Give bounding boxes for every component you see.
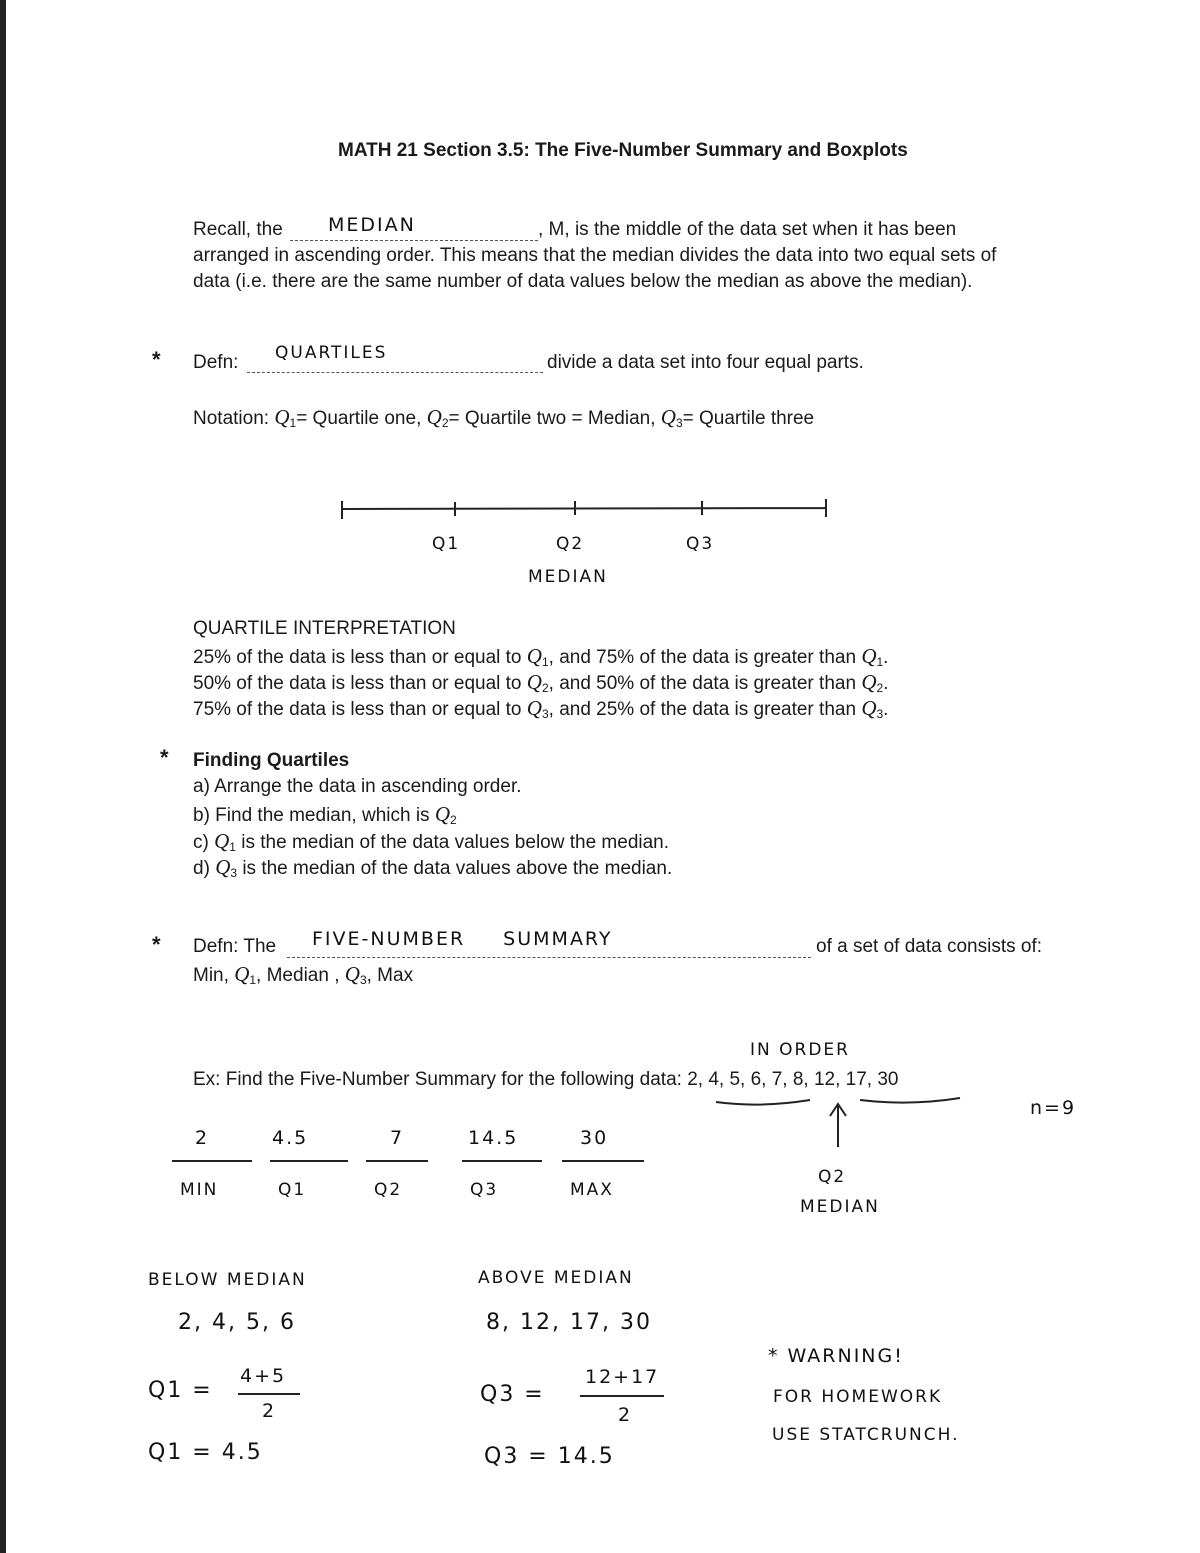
recall-line-3: data (i.e. there are the same number of data values below the median as above the median). [193, 271, 973, 292]
defn-quartiles-label: Defn: [193, 352, 239, 373]
summary-label: Q3 [470, 1180, 499, 1200]
interp-2-q: Q [526, 670, 542, 694]
q3-equation-lhs: Q3 = [480, 1382, 545, 1407]
q3-result: Q3 = 14.5 [484, 1444, 615, 1469]
summary-value: 7 [390, 1127, 405, 1149]
finding-b-text: b) Find the median, which is [193, 805, 430, 826]
defn-five-blank [287, 957, 811, 958]
star-mark-3: * [152, 932, 161, 957]
star-mark-1: * [152, 347, 161, 372]
interp-2-q2: Q [861, 670, 877, 694]
summary-underline [270, 1160, 348, 1162]
interp-2-b: , and 50% of the data is greater than [548, 673, 857, 694]
interpretation-heading: QUARTILE INTERPRETATION [193, 618, 456, 639]
interp-1-q2: Q [861, 644, 877, 668]
recall-suffix: , M, is the middle of the data set when it has been [538, 219, 957, 240]
above-median-values: 8, 12, 17, 30 [486, 1310, 652, 1335]
finding-c-post: is the median of the data values below the median. [241, 832, 670, 853]
defn-quartiles-fill: QUARTILES [275, 343, 388, 363]
sample-size-note: n=9 [1030, 1097, 1077, 1119]
notation-label: Notation: [193, 408, 270, 429]
summary-value: 4.5 [272, 1127, 309, 1149]
q1-numerator: 4+5 [240, 1365, 287, 1387]
interp-3-b: , and 25% of the data is greater than [548, 699, 857, 720]
summary-underline [366, 1160, 428, 1162]
defn-five-list [193, 962, 413, 987]
notation-q1-text: = Quartile one, [296, 408, 422, 429]
finding-step-c [193, 829, 669, 854]
q3-numerator: 12+17 [585, 1366, 660, 1388]
example-data: 2, 4, 5, 6, 7, 8, 12, 17, 30 [687, 1069, 899, 1090]
summary-value: 2 [195, 1127, 210, 1149]
summary-label: MIN [180, 1180, 219, 1200]
finding-c-q: Q [214, 829, 230, 853]
interpretation-line-2 [193, 670, 888, 695]
finding-b-q: Q [434, 802, 451, 826]
summary-value: 14.5 [468, 1127, 519, 1149]
interp-1-b: , and 75% of the data is greater than [548, 647, 857, 668]
five-list-min: Min, [193, 965, 229, 986]
interp-3-end: . [883, 699, 889, 720]
five-list-max: , Max [366, 965, 414, 986]
example-prompt [193, 1069, 898, 1091]
q3-fraction-bar [580, 1395, 664, 1397]
interp-3-q2: Q [861, 696, 877, 720]
star-mark-2: * [160, 745, 169, 770]
finding-d-sub: 3 [230, 866, 238, 880]
summary-underline [562, 1160, 644, 1162]
page-title: MATH 21 Section 3.5: The Five-Number Summary and Boxplots [338, 140, 908, 161]
quartile-number-line [330, 495, 850, 535]
number-line-median: MEDIAN [528, 567, 608, 587]
interp-3-s1: 3 [541, 707, 549, 721]
five-list-q1: Q [234, 962, 250, 986]
q1-result: Q1 = 4.5 [148, 1440, 263, 1465]
finding-d-post: is the median of the data values above the median. [242, 858, 673, 879]
recall-blank-fill: MEDIAN [328, 214, 416, 236]
interp-1-s2: 1 [876, 655, 884, 669]
summary-underline [172, 1160, 252, 1162]
interp-2-a: 50% of the data is less than or equal to [193, 673, 522, 694]
notation-q2-sub: 2 [441, 416, 449, 430]
finding-c-sub: 1 [229, 840, 236, 854]
number-line-q3: Q3 [686, 534, 715, 554]
five-list-median: , Median , [256, 965, 340, 986]
below-median-heading: BELOW MEDIAN [148, 1270, 307, 1290]
example-prompt-text: Ex: Find the Five-Number Summary for the following data: [193, 1069, 682, 1090]
defn-five-suffix: of a set of data consists of: [816, 936, 1043, 957]
notation-q3-sub: 3 [675, 416, 683, 430]
finding-step-d [193, 855, 672, 880]
notation-q2-symbol: Q [426, 405, 442, 429]
q1-denominator: 2 [262, 1400, 277, 1422]
notation-q1-sub: 1 [289, 416, 297, 430]
finding-d-pre: d) [193, 858, 210, 879]
five-list-q3: Q [344, 962, 360, 986]
interp-1-s1: 1 [541, 655, 549, 669]
defn-five-fill: FIVE-NUMBER SUMMARY [312, 928, 613, 950]
summary-label: MAX [570, 1180, 614, 1200]
interp-3-s2: 3 [876, 707, 884, 721]
notation-q3-text: = Quartile three [682, 408, 815, 429]
five-list-q3-sub: 3 [359, 973, 367, 987]
defn-five-label: Defn: The [193, 936, 277, 957]
interpretation-line-3 [193, 696, 888, 721]
notation-line [193, 405, 814, 430]
interp-2-s1: 2 [541, 681, 549, 695]
interp-2-end: . [883, 673, 889, 694]
defn-quartiles-suffix: divide a data set into four equal parts. [547, 352, 864, 373]
finding-c-pre: c) [193, 832, 209, 853]
interp-1-a: 25% of the data is less than or equal to [193, 647, 522, 668]
interp-1-end: . [883, 647, 889, 668]
finding-b-sub: 2 [450, 813, 457, 827]
interp-3-q: Q [526, 696, 542, 720]
summary-value: 30 [580, 1127, 609, 1149]
number-line-q1: Q1 [432, 534, 461, 554]
notation-q1-symbol: Q [274, 405, 290, 429]
median-arrow-q2: Q2 [818, 1167, 847, 1187]
summary-underline [462, 1160, 542, 1162]
interp-1-q: Q [526, 644, 542, 668]
finding-heading: Finding Quartiles [193, 750, 350, 771]
above-median-heading: ABOVE MEDIAN [478, 1268, 634, 1288]
warning-line-3: USE STATCRUNCH. [772, 1425, 960, 1445]
five-list-q1-sub: 1 [249, 973, 257, 987]
interp-3-a: 75% of the data is less than or equal to [193, 699, 522, 720]
warning-line-2: FOR HOMEWORK [773, 1387, 943, 1407]
interpretation-line-1 [193, 644, 888, 669]
finding-step-a: a) Arrange the data in ascending order. [193, 776, 522, 797]
median-arrow-label: MEDIAN [800, 1197, 880, 1217]
q3-denominator: 2 [618, 1404, 633, 1426]
below-median-values: 2, 4, 5, 6 [178, 1310, 296, 1335]
defn-quartiles-blank [247, 372, 543, 373]
summary-label: Q2 [374, 1180, 403, 1200]
q1-fraction-bar [238, 1393, 300, 1395]
finding-step-b [193, 802, 457, 827]
finding-d-q: Q [215, 855, 231, 879]
scan-edge [0, 0, 6, 1553]
summary-label: Q1 [278, 1180, 307, 1200]
in-order-note: IN ORDER [750, 1040, 850, 1060]
recall-blank [290, 240, 538, 241]
notation-q3-symbol: Q [660, 405, 676, 429]
notation-q2-text: = Quartile two = Median, [448, 408, 656, 429]
recall-line-2: arranged in ascending order. This means that the median divides the data into two equal sets of [193, 245, 997, 266]
q1-equation-lhs: Q1 = [148, 1378, 213, 1403]
warning-heading: * WARNING! [768, 1345, 904, 1367]
interp-2-s2: 2 [876, 681, 884, 695]
recall-prefix: Recall, the [193, 219, 283, 240]
median-arrow-drawing [710, 1092, 980, 1152]
number-line-q2: Q2 [556, 534, 585, 554]
